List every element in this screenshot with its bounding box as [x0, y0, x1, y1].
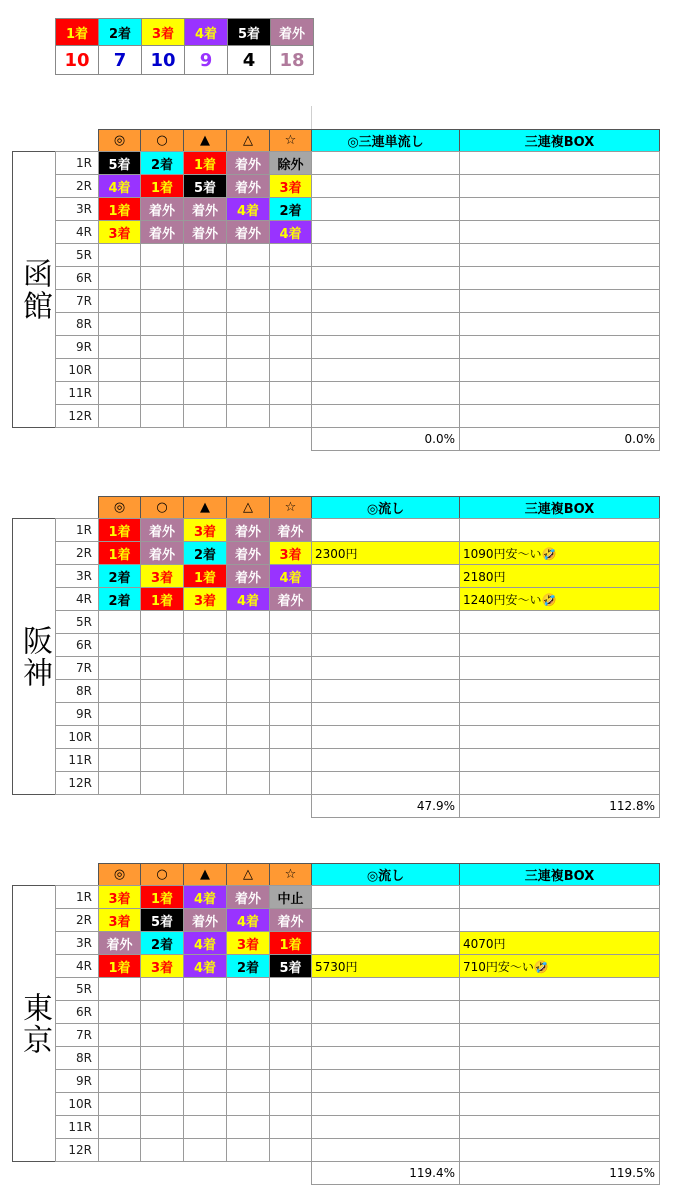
result-cell: 5着 — [183, 174, 227, 198]
empty-cell — [269, 1069, 312, 1093]
result-cell: 着外 — [183, 220, 227, 244]
result-cell: 2着 — [226, 954, 270, 978]
empty-cell — [311, 1069, 460, 1093]
result-cell: 4着 — [226, 197, 270, 221]
result-cell: 2着 — [98, 564, 141, 588]
result-cell: 4着 — [183, 931, 227, 955]
empty-cell — [311, 1138, 460, 1162]
empty-cell — [459, 908, 660, 932]
result-cell: 5着 — [98, 151, 141, 175]
race-number: 12R — [55, 404, 99, 428]
legend-count-3: 10 — [141, 45, 185, 75]
race-number: 2R — [55, 174, 99, 198]
empty-cell — [183, 1000, 227, 1024]
result-cell: 2着 — [140, 931, 184, 955]
divider — [311, 106, 312, 129]
payout-cell: 2180円 — [459, 564, 660, 588]
empty-cell — [269, 1046, 312, 1070]
result-cell: 3着 — [140, 954, 184, 978]
result-cell: 1着 — [98, 541, 141, 565]
result-cell: 4着 — [226, 587, 270, 611]
bet-header-2: 三連複BOX — [459, 129, 660, 152]
result-cell: 着外 — [226, 151, 270, 175]
venue-label — [12, 885, 56, 1162]
legend-count-2: 7 — [98, 45, 142, 75]
empty-cell — [226, 1138, 270, 1162]
race-number: 8R — [55, 679, 99, 703]
result-cell: 5着 — [269, 954, 312, 978]
empty-cell — [459, 1000, 660, 1024]
result-cell: 着外 — [269, 587, 312, 611]
race-number: 2R — [55, 908, 99, 932]
empty-cell — [226, 1092, 270, 1116]
payout-cell: 710円安〜い🤣 — [459, 954, 660, 978]
race-number: 3R — [55, 931, 99, 955]
result-cell: 4着 — [183, 954, 227, 978]
empty-cell — [459, 885, 660, 909]
legend-count-4: 9 — [184, 45, 228, 75]
result-cell: 着外 — [226, 564, 270, 588]
empty-cell — [269, 1092, 312, 1116]
result-cell: 2着 — [183, 541, 227, 565]
result-cell: 着外 — [226, 885, 270, 909]
result-cell: 2着 — [98, 587, 141, 611]
payout-cell: 1090円安〜い🤣 — [459, 541, 660, 565]
venue-name: 東京 — [17, 991, 52, 1056]
result-cell: 3着 — [269, 174, 312, 198]
mark-header-2: ○ — [140, 496, 184, 519]
race-number: 6R — [55, 1000, 99, 1024]
race-number: 7R — [55, 656, 99, 680]
result-cell: 3着 — [98, 908, 141, 932]
mark-header-4: △ — [226, 863, 270, 886]
empty-cell — [226, 1046, 270, 1070]
empty-cell — [98, 1000, 141, 1024]
empty-cell — [226, 1000, 270, 1024]
legend-count-1: 10 — [55, 45, 99, 75]
result-cell: 1着 — [183, 151, 227, 175]
result-cell: 着外 — [226, 518, 270, 542]
empty-cell — [98, 1115, 141, 1139]
mark-header-1: ◎ — [98, 863, 141, 886]
empty-cell — [311, 908, 460, 932]
race-number: 12R — [55, 1138, 99, 1162]
result-cell: 着外 — [269, 908, 312, 932]
result-cell: 3着 — [183, 587, 227, 611]
mark-header-5: ☆ — [269, 496, 312, 519]
race-number: 8R — [55, 312, 99, 336]
race-number: 12R — [55, 771, 99, 795]
result-cell: 4着 — [183, 885, 227, 909]
race-number: 11R — [55, 381, 99, 405]
mark-header-5: ☆ — [269, 129, 312, 152]
race-number: 7R — [55, 1023, 99, 1047]
return-rate-1: 119.4% — [311, 1161, 460, 1185]
mark-header-1: ◎ — [98, 496, 141, 519]
result-cell: 3着 — [140, 564, 184, 588]
result-cell: 3着 — [98, 220, 141, 244]
empty-cell — [140, 1000, 184, 1024]
payout-cell: 5730円 — [311, 954, 460, 978]
result-cell: 中止 — [269, 885, 312, 909]
payout-cell: 2300円 — [311, 541, 460, 565]
race-number: 3R — [55, 564, 99, 588]
legend-label-6: 着外 — [270, 18, 314, 46]
empty-cell — [459, 1069, 660, 1093]
race-number: 5R — [55, 977, 99, 1001]
race-number: 4R — [55, 220, 99, 244]
empty-cell — [459, 977, 660, 1001]
empty-cell — [98, 1092, 141, 1116]
mark-header-5: ☆ — [269, 863, 312, 886]
result-cell: 4着 — [226, 908, 270, 932]
race-number: 4R — [55, 954, 99, 978]
empty-cell — [459, 1023, 660, 1047]
mark-header-4: △ — [226, 496, 270, 519]
empty-cell — [226, 1115, 270, 1139]
result-cell: 3着 — [226, 931, 270, 955]
empty-cell — [459, 1092, 660, 1116]
empty-cell — [140, 1115, 184, 1139]
empty-cell — [269, 1000, 312, 1024]
empty-cell — [269, 1115, 312, 1139]
legend-label-1: 1着 — [55, 18, 99, 46]
race-number: 9R — [55, 1069, 99, 1093]
result-cell: 着外 — [98, 931, 141, 955]
payout-cell: 1240円安〜い🤣 — [459, 587, 660, 611]
return-rate-2: 0.0% — [459, 427, 660, 451]
empty-cell — [140, 1046, 184, 1070]
mark-header-3: ▲ — [183, 129, 227, 152]
empty-cell — [311, 885, 460, 909]
bet-header-1: ◎三連単流し — [311, 129, 460, 152]
bet-header-2: 三連複BOX — [459, 496, 660, 519]
mark-header-2: ○ — [140, 863, 184, 886]
return-rate-1: 0.0% — [311, 427, 460, 451]
empty-cell — [140, 977, 184, 1001]
empty-cell — [311, 1092, 460, 1116]
race-number: 7R — [55, 289, 99, 313]
race-number: 1R — [55, 518, 99, 542]
result-cell: 1着 — [140, 174, 184, 198]
result-cell: 5着 — [140, 908, 184, 932]
race-number: 4R — [55, 587, 99, 611]
result-cell: 着外 — [140, 220, 184, 244]
race-number: 10R — [55, 1092, 99, 1116]
legend-count-5: 4 — [227, 45, 271, 75]
empty-cell — [311, 1046, 460, 1070]
result-cell: 4着 — [98, 174, 141, 198]
result-cell: 4着 — [269, 564, 312, 588]
empty-cell — [459, 1046, 660, 1070]
return-rate-2: 112.8% — [459, 794, 660, 818]
race-number: 3R — [55, 197, 99, 221]
result-cell: 2着 — [269, 197, 312, 221]
venue-name: 阪神 — [17, 624, 52, 689]
race-number: 2R — [55, 541, 99, 565]
race-number: 10R — [55, 358, 99, 382]
empty-cell — [269, 1138, 312, 1162]
mark-header-4: △ — [226, 129, 270, 152]
empty-cell — [98, 1069, 141, 1093]
empty-cell — [226, 977, 270, 1001]
race-number: 1R — [55, 885, 99, 909]
empty-cell — [140, 1069, 184, 1093]
empty-cell — [183, 1115, 227, 1139]
venue-name: 函館 — [17, 257, 52, 322]
empty-cell — [459, 1115, 660, 1139]
empty-cell — [459, 1138, 660, 1162]
legend-count-6: 18 — [270, 45, 314, 75]
empty-cell — [311, 1000, 460, 1024]
race-number: 11R — [55, 748, 99, 772]
mark-header-3: ▲ — [183, 496, 227, 519]
bet-header-2: 三連複BOX — [459, 863, 660, 886]
empty-cell — [140, 1092, 184, 1116]
race-number: 9R — [55, 335, 99, 359]
empty-cell — [311, 931, 460, 955]
race-number: 5R — [55, 243, 99, 267]
race-number: 5R — [55, 610, 99, 634]
result-cell: 着外 — [140, 197, 184, 221]
empty-cell — [98, 977, 141, 1001]
result-cell: 3着 — [269, 541, 312, 565]
empty-cell — [183, 1138, 227, 1162]
empty-cell — [183, 1023, 227, 1047]
result-cell: 4着 — [269, 220, 312, 244]
legend-label-2: 2着 — [98, 18, 142, 46]
empty-cell — [98, 1138, 141, 1162]
empty-cell — [140, 1138, 184, 1162]
empty-cell — [311, 1115, 460, 1139]
mark-header-3: ▲ — [183, 863, 227, 886]
result-cell: 着外 — [183, 908, 227, 932]
result-cell: 2着 — [140, 151, 184, 175]
payout-cell: 4070円 — [459, 931, 660, 955]
return-rate-1: 47.9% — [311, 794, 460, 818]
result-cell: 1着 — [98, 954, 141, 978]
result-cell: 1着 — [140, 885, 184, 909]
result-cell: 着外 — [226, 220, 270, 244]
result-cell: 1着 — [140, 587, 184, 611]
empty-cell — [183, 1046, 227, 1070]
legend-label-4: 4着 — [184, 18, 228, 46]
result-cell: 着外 — [140, 518, 184, 542]
empty-cell — [226, 1023, 270, 1047]
empty-cell — [98, 1023, 141, 1047]
race-number: 9R — [55, 702, 99, 726]
empty-cell — [269, 1023, 312, 1047]
empty-cell — [311, 977, 460, 1001]
legend-label-5: 5着 — [227, 18, 271, 46]
race-number: 8R — [55, 1046, 99, 1070]
mark-header-1: ◎ — [98, 129, 141, 152]
race-number: 10R — [55, 725, 99, 749]
race-number: 6R — [55, 266, 99, 290]
empty-cell — [98, 1046, 141, 1070]
mark-header-2: ○ — [140, 129, 184, 152]
empty-cell — [183, 1069, 227, 1093]
empty-cell — [183, 977, 227, 1001]
bet-header-1: ◎流し — [311, 863, 460, 886]
race-number: 1R — [55, 151, 99, 175]
result-cell: 着外 — [183, 197, 227, 221]
result-cell: 1着 — [98, 518, 141, 542]
return-rate-2: 119.5% — [459, 1161, 660, 1185]
race-number: 11R — [55, 1115, 99, 1139]
result-cell: 着外 — [226, 174, 270, 198]
result-cell: 3着 — [98, 885, 141, 909]
result-cell: 除外 — [269, 151, 312, 175]
result-cell: 1着 — [183, 564, 227, 588]
empty-cell — [269, 977, 312, 1001]
result-cell: 1着 — [98, 197, 141, 221]
result-cell: 着外 — [226, 541, 270, 565]
bet-header-1: ◎流し — [311, 496, 460, 519]
empty-cell — [183, 1092, 227, 1116]
legend-label-3: 3着 — [141, 18, 185, 46]
race-number: 6R — [55, 633, 99, 657]
empty-cell — [226, 1069, 270, 1093]
result-cell: 3着 — [183, 518, 227, 542]
empty-cell — [311, 1023, 460, 1047]
result-cell: 1着 — [269, 931, 312, 955]
result-cell: 着外 — [269, 518, 312, 542]
result-cell: 着外 — [140, 541, 184, 565]
empty-cell — [140, 1023, 184, 1047]
